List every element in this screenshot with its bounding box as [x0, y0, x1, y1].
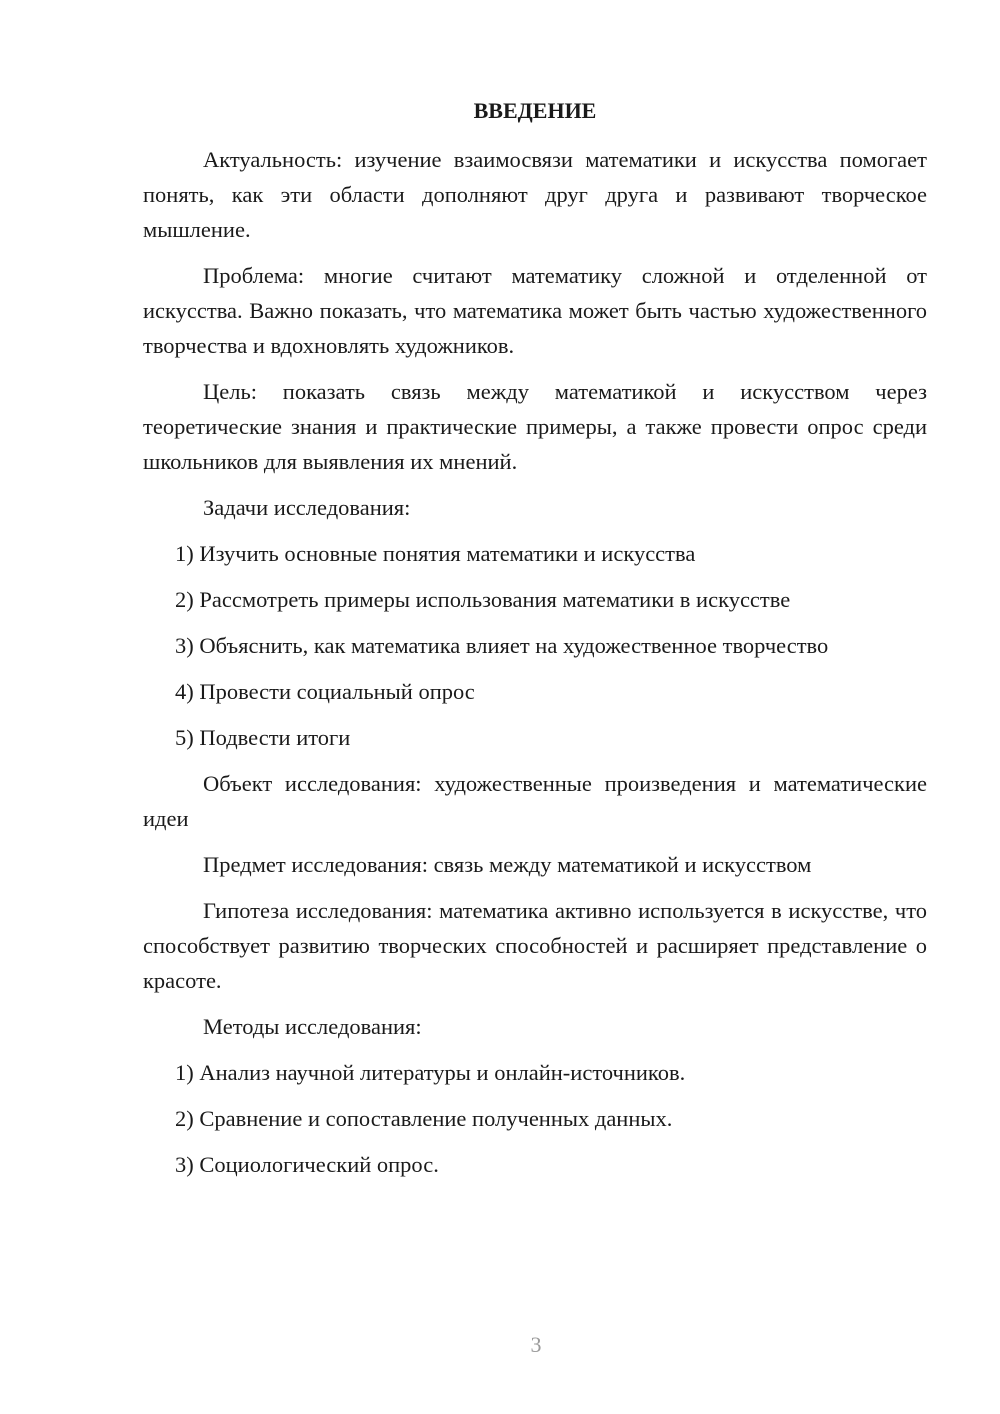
- subject-paragraph: Предмет исследования: связь между математикой и искусством: [203, 852, 812, 877]
- goal-paragraph: Цель: показать связь между математикой и искусством через теоретические знания и практические примеры, а также провести опрос среди школьников для выявления их мнений.: [143, 379, 927, 474]
- list-item: 4) Провести социальный опрос: [175, 679, 475, 704]
- tasks-list: [143, 536, 927, 755]
- problem-paragraph: Проблема: многие считают математику сложной и отделенной от искусства. Важно показать, что математика может быть частью художественного творчества и вдохновлять художников.: [143, 263, 927, 358]
- list-item: 2) Сравнение и сопоставление полученных данных.: [175, 1106, 673, 1131]
- list-item: 3) Объяснить, как математика влияет на художественное творчество: [175, 633, 829, 658]
- list-item: 1) Изучить основные понятия математики и искусства: [175, 541, 696, 566]
- list-item: 5) Подвести итоги: [175, 725, 351, 750]
- tasks-title: Задачи исследования:: [203, 495, 411, 520]
- hypothesis-paragraph: Гипотеза исследования: математика активно используется в искусстве, что способствует развитию творческих способностей и расширяет представление о красоте.: [143, 898, 927, 993]
- methods-list: [143, 1055, 927, 1182]
- page-content: [143, 96, 927, 1193]
- section-heading: ВВЕДЕНИЕ: [473, 98, 597, 123]
- list-item: 3) Социологический опрос.: [175, 1152, 439, 1177]
- object-paragraph: Объект исследования: художественные произведения и математические идеи: [143, 771, 927, 831]
- page-number: 3: [530, 1332, 542, 1357]
- relevance-paragraph: Актуальность: изучение взаимосвязи математики и искусства помогает понять, как эти области дополняют друг друга и развивают творческое мышление.: [143, 147, 927, 242]
- methods-title: Методы исследования:: [203, 1014, 422, 1039]
- list-item: 1) Анализ научной литературы и онлайн-источников.: [175, 1060, 686, 1085]
- list-item: 2) Рассмотреть примеры использования математики в искусстве: [175, 587, 791, 612]
